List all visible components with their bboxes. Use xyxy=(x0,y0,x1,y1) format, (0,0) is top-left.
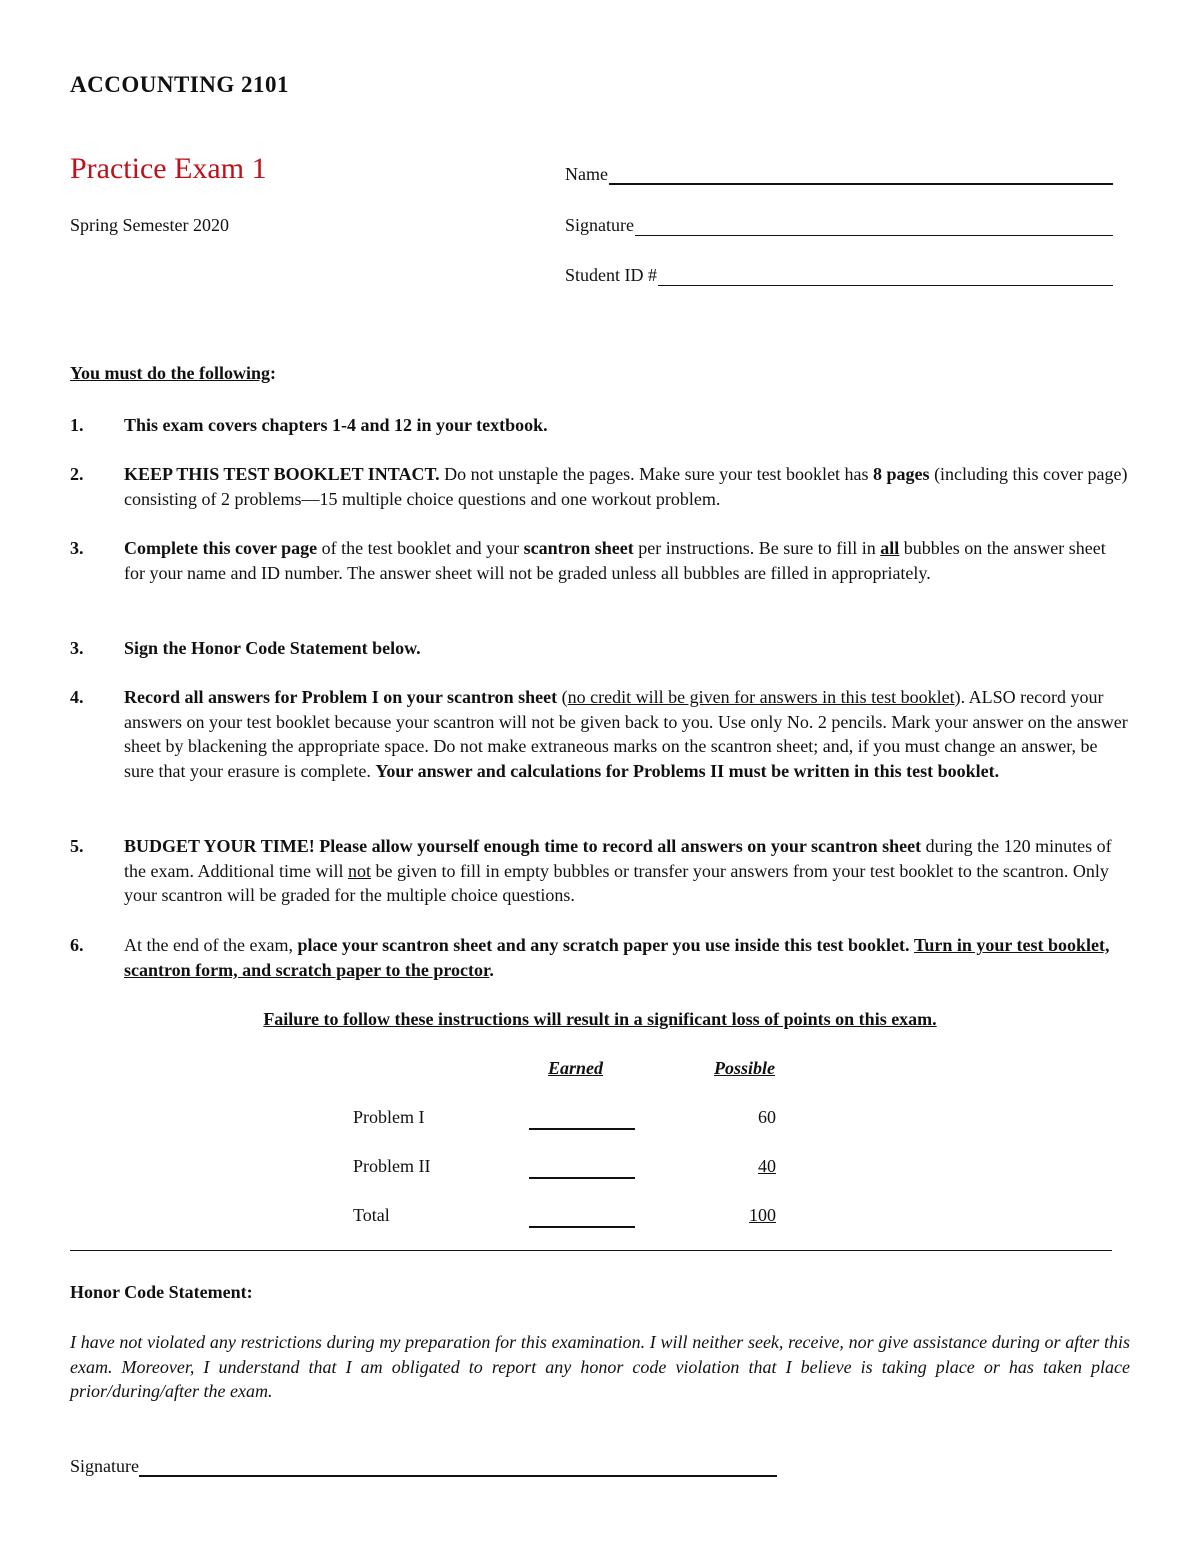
student-id-field[interactable] xyxy=(565,265,1113,286)
item-text: per instructions. Be sure to fill in xyxy=(633,538,881,558)
item-number: 1. xyxy=(70,415,84,435)
item-text: ( xyxy=(557,687,568,707)
item-text: during the 120 minutes of the exam. Additional time will xyxy=(124,836,1112,881)
item-bold-underline-text: all xyxy=(880,538,900,558)
score-row-label: Total xyxy=(353,1205,390,1225)
instruction-item-6 xyxy=(70,933,1130,982)
section-divider xyxy=(70,1250,1112,1251)
possible-value: 60 xyxy=(758,1107,776,1127)
item-bold-text: place your scantron sheet and any scratch paper you use inside this test booklet. xyxy=(297,935,910,955)
item-bold-text: Your answer and calculations for Problems II must be written in this test booklet. xyxy=(375,760,1000,781)
item-bold-text: scantron sheet xyxy=(523,538,634,558)
possible-value: 100 xyxy=(749,1205,776,1225)
signature-field[interactable] xyxy=(565,215,1113,236)
instructions-heading-colon: : xyxy=(270,363,277,383)
item-bold-text: This exam covers chapters 1-4 and 12 in your textbook. xyxy=(124,415,548,435)
honor-signature-field[interactable] xyxy=(70,1455,777,1477)
item-number: 3. xyxy=(70,538,84,558)
course-title: ACCOUNTING 2101 xyxy=(70,72,289,97)
exam-title: Practice Exam 1 xyxy=(70,152,267,185)
student-id-line[interactable] xyxy=(658,265,1113,286)
item-number: 6. xyxy=(70,935,84,955)
earned-blank[interactable] xyxy=(529,1128,635,1130)
instruction-item-sign xyxy=(70,636,1130,661)
item-underline-text: no credit will be given for answers in this test booklet xyxy=(567,687,955,707)
item-number: 2. xyxy=(70,464,84,484)
honor-signature-label: Signature xyxy=(70,1456,139,1476)
instruction-item-2 xyxy=(70,462,1130,511)
possible-header: Possible xyxy=(714,1058,775,1078)
name-field[interactable] xyxy=(565,163,1113,185)
possible-value: 40 xyxy=(758,1156,776,1176)
item-text: Do not unstaple the pages. Make sure your test booklet has xyxy=(439,464,874,484)
score-row-label: Problem II xyxy=(353,1156,431,1176)
item-bold-underline-text: Turn in your test booklet, scantron form, and scratch paper to the proctor xyxy=(124,935,1110,980)
item-text: . xyxy=(489,959,494,980)
item-number: 5. xyxy=(70,836,84,856)
name-label: Name xyxy=(565,164,608,184)
signature-label: Signature xyxy=(565,215,634,235)
item-bold-text: Complete this cover page xyxy=(124,538,318,558)
item-bold-text: Sign the Honor Code Statement below. xyxy=(124,638,421,658)
item-text: be given to fill in empty bubbles or transfer your answers from your test booklet to the scantron. Only your scantron will be graded for the multiple choice questions. xyxy=(124,860,1109,905)
honor-code-text: I have not violated any restrictions during my preparation for this examination. I will neither seek, receive, nor give assistance during or after this exam. Moreover, I understand that I am obligated to report any honor code violation that I believe is taking place or has taken place prior/during/after the exam. xyxy=(70,1332,1130,1401)
honor-code-heading: Honor Code Statement: xyxy=(70,1282,253,1302)
item-bold-text: Record all answers for Problem I on your scantron sheet xyxy=(124,687,558,707)
instruction-item-1 xyxy=(70,413,1130,438)
earned-blank[interactable] xyxy=(529,1226,635,1228)
instruction-item-5 xyxy=(70,834,1130,908)
item-text: ). ALSO record your answers on your test booklet because your scantron will not be given back to you. Use only No. 2 pencils. Mark your answer on the answer sheet by blackening the appropriate space. Do not make extraneous marks on the scantron sheet; and, if you must change an answer, be sure that your erasure is complete. xyxy=(124,687,1128,781)
item-text: of the test booklet and your xyxy=(317,538,524,558)
student-id-label: Student ID # xyxy=(565,265,657,285)
item-number: 4. xyxy=(70,687,84,707)
item-text: At the end of the exam, xyxy=(124,935,298,955)
instruction-item-4 xyxy=(70,685,1130,783)
failure-warning: Failure to follow these instructions will result in a significant loss of points on this exam. xyxy=(263,1009,937,1029)
earned-header: Earned xyxy=(548,1058,604,1078)
instructions-heading xyxy=(70,363,276,384)
item-text: (including this cover page) consisting of 2 problems—15 multiple choice questions and one workout problem. xyxy=(124,464,1128,509)
score-row-label: Problem I xyxy=(353,1107,425,1127)
earned-blank[interactable] xyxy=(529,1177,635,1179)
item-bold-text: KEEP THIS TEST BOOKLET INTACT. xyxy=(124,464,440,484)
item-text: bubbles on the answer sheet for your name and ID number. The answer sheet will not be graded unless all bubbles are filled in appropriately. xyxy=(124,538,1106,583)
item-underline-text: not xyxy=(347,860,371,881)
name-line[interactable] xyxy=(609,163,1113,185)
signature-line[interactable] xyxy=(635,215,1113,236)
item-number: 3. xyxy=(70,638,84,658)
honor-signature-line[interactable] xyxy=(139,1455,777,1477)
item-bold-text: BUDGET YOUR TIME! Please allow yourself enough time to record all answers on your scantron sheet xyxy=(124,836,922,856)
instructions-heading-text: You must do the following xyxy=(70,363,271,383)
item-bold-text: 8 pages xyxy=(873,464,930,484)
semester-label: Spring Semester 2020 xyxy=(70,215,229,235)
instruction-item-3 xyxy=(70,536,1130,585)
